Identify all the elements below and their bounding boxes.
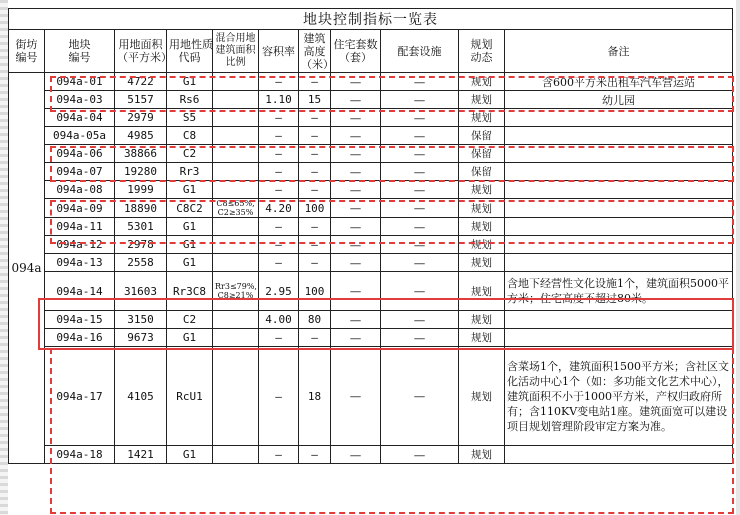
far-cell: 1.10 bbox=[259, 91, 299, 109]
mix-ratio-cell bbox=[213, 254, 259, 272]
plot-id-cell: 094a-06 bbox=[45, 145, 115, 163]
col-header-plot: 地块 编号 bbox=[45, 30, 115, 73]
height-cell: — bbox=[299, 163, 331, 181]
plot-id-cell: 094a-07 bbox=[45, 163, 115, 181]
mix-ratio-cell bbox=[213, 329, 259, 347]
table-row bbox=[9, 91, 733, 109]
facilities-cell: — bbox=[381, 236, 459, 254]
mix-ratio-cell: Rr3≤79%, C8≥21% bbox=[213, 272, 259, 311]
housing-units-cell: — bbox=[331, 347, 381, 446]
area-cell: 5301 bbox=[115, 218, 167, 236]
mix-ratio-cell bbox=[213, 127, 259, 145]
status-cell: 规划 bbox=[459, 73, 505, 91]
height-cell: — bbox=[299, 145, 331, 163]
remark-cell bbox=[505, 446, 733, 464]
col-header-area: 用地面积 （平方米） bbox=[115, 30, 167, 73]
remark-cell bbox=[505, 311, 733, 329]
remark-cell bbox=[505, 109, 733, 127]
facilities-cell: — bbox=[381, 145, 459, 163]
remark-cell: 含菜场1个，建筑面积1500平方米；含社区文化活动中心1个（如：多功能文化艺术中心），建筑面积不小于1000平方米，产权归政府所有；含110KV变电站1座。建筑面宽可以建设项目规划管理阶段审定方案为准。 bbox=[505, 347, 733, 446]
status-cell: 规划 bbox=[459, 91, 505, 109]
remark-cell bbox=[505, 254, 733, 272]
land-use-code-cell: C8 bbox=[167, 127, 213, 145]
land-use-code-cell: S5 bbox=[167, 109, 213, 127]
height-cell: — bbox=[299, 236, 331, 254]
mix-ratio-cell bbox=[213, 73, 259, 91]
land-use-code-cell: C2 bbox=[167, 145, 213, 163]
facilities-cell: — bbox=[381, 73, 459, 91]
scan-edge-left bbox=[0, 0, 8, 515]
land-use-code-cell: RcU1 bbox=[167, 347, 213, 446]
remark-cell bbox=[505, 236, 733, 254]
status-cell: 规划 bbox=[459, 347, 505, 446]
table-row bbox=[9, 218, 733, 236]
facilities-cell: — bbox=[381, 311, 459, 329]
plot-id-cell: 094a-04 bbox=[45, 109, 115, 127]
housing-units-cell: — bbox=[331, 329, 381, 347]
remark-cell: 含600平方米出租车汽车营运站 bbox=[505, 73, 733, 91]
status-cell: 规划 bbox=[459, 236, 505, 254]
area-cell: 4985 bbox=[115, 127, 167, 145]
facilities-cell: — bbox=[381, 163, 459, 181]
far-cell: — bbox=[259, 145, 299, 163]
table-row bbox=[9, 109, 733, 127]
remark-cell: 幼儿园 bbox=[505, 91, 733, 109]
land-use-code-cell: G1 bbox=[167, 329, 213, 347]
area-cell: 1999 bbox=[115, 181, 167, 199]
height-cell: — bbox=[299, 73, 331, 91]
housing-units-cell: — bbox=[331, 236, 381, 254]
housing-units-cell: — bbox=[331, 199, 381, 218]
area-cell: 18890 bbox=[115, 199, 167, 218]
table-row bbox=[9, 163, 733, 181]
height-cell: — bbox=[299, 446, 331, 464]
facilities-cell: — bbox=[381, 329, 459, 347]
land-use-code-cell: G1 bbox=[167, 446, 213, 464]
col-header-district: 街坊 编号 bbox=[9, 30, 45, 73]
area-cell: 2979 bbox=[115, 109, 167, 127]
plot-id-cell: 094a-03 bbox=[45, 91, 115, 109]
mix-ratio-cell bbox=[213, 145, 259, 163]
mix-ratio-cell bbox=[213, 347, 259, 446]
remark-cell: 含地下经营性文化设施1个，建筑面积5000平方米；住宅高度不超过80米。 bbox=[505, 272, 733, 311]
far-cell: — bbox=[259, 73, 299, 91]
area-cell: 3150 bbox=[115, 311, 167, 329]
area-cell: 4105 bbox=[115, 347, 167, 446]
status-cell: 规划 bbox=[459, 254, 505, 272]
col-header-facilities: 配套设施 bbox=[381, 30, 459, 73]
housing-units-cell: — bbox=[331, 91, 381, 109]
mix-ratio-cell: C8≤65%, C2≥35% bbox=[213, 199, 259, 218]
header-row bbox=[9, 30, 733, 73]
housing-units-cell: — bbox=[331, 254, 381, 272]
plot-id-cell: 094a-17 bbox=[45, 347, 115, 446]
land-use-code-cell: C8C2 bbox=[167, 199, 213, 218]
housing-units-cell: — bbox=[331, 145, 381, 163]
col-header-status: 规划 动态 bbox=[459, 30, 505, 73]
mix-ratio-cell bbox=[213, 91, 259, 109]
housing-units-cell: — bbox=[331, 163, 381, 181]
col-header-remark: 备注 bbox=[505, 30, 733, 73]
table-row bbox=[9, 347, 733, 446]
facilities-cell: — bbox=[381, 127, 459, 145]
status-cell: 规划 bbox=[459, 199, 505, 218]
height-cell: 100 bbox=[299, 272, 331, 311]
remark-cell bbox=[505, 181, 733, 199]
plot-control-table bbox=[8, 8, 733, 464]
far-cell: 4.00 bbox=[259, 311, 299, 329]
mix-ratio-cell bbox=[213, 218, 259, 236]
status-cell: 保留 bbox=[459, 163, 505, 181]
facilities-cell: — bbox=[381, 347, 459, 446]
status-cell: 规划 bbox=[459, 218, 505, 236]
table-title: 地块控制指标一览表 bbox=[9, 9, 733, 30]
table-row bbox=[9, 127, 733, 145]
table-row bbox=[9, 272, 733, 311]
status-cell: 规划 bbox=[459, 446, 505, 464]
remark-cell bbox=[505, 145, 733, 163]
far-cell: — bbox=[259, 181, 299, 199]
housing-units-cell: — bbox=[331, 73, 381, 91]
col-header-code: 用地性质 代码 bbox=[167, 30, 213, 73]
land-use-code-cell: Rr3 bbox=[167, 163, 213, 181]
area-cell: 5157 bbox=[115, 91, 167, 109]
plot-id-cell: 094a-01 bbox=[45, 73, 115, 91]
mix-ratio-cell bbox=[213, 311, 259, 329]
area-cell: 2558 bbox=[115, 254, 167, 272]
height-cell: 80 bbox=[299, 311, 331, 329]
facilities-cell: — bbox=[381, 446, 459, 464]
facilities-cell: — bbox=[381, 181, 459, 199]
remark-cell bbox=[505, 199, 733, 218]
table-row bbox=[9, 236, 733, 254]
housing-units-cell: — bbox=[331, 181, 381, 199]
height-cell: 100 bbox=[299, 199, 331, 218]
remark-cell bbox=[505, 163, 733, 181]
status-cell: 保留 bbox=[459, 145, 505, 163]
facilities-cell: — bbox=[381, 199, 459, 218]
far-cell: — bbox=[259, 163, 299, 181]
land-use-code-cell: G1 bbox=[167, 218, 213, 236]
land-use-code-cell: G1 bbox=[167, 254, 213, 272]
plot-id-cell: 094a-12 bbox=[45, 236, 115, 254]
height-cell: — bbox=[299, 109, 331, 127]
facilities-cell: — bbox=[381, 218, 459, 236]
height-cell: — bbox=[299, 218, 331, 236]
far-cell: 4.20 bbox=[259, 199, 299, 218]
facilities-cell: — bbox=[381, 272, 459, 311]
area-cell: 9673 bbox=[115, 329, 167, 347]
table-body bbox=[9, 73, 733, 464]
area-cell: 2978 bbox=[115, 236, 167, 254]
land-use-code-cell: Rr3C8 bbox=[167, 272, 213, 311]
table-row bbox=[9, 446, 733, 464]
col-header-height: 建筑 高度 （米） bbox=[299, 30, 331, 73]
table-row bbox=[9, 254, 733, 272]
height-cell: 18 bbox=[299, 347, 331, 446]
remark-cell bbox=[505, 218, 733, 236]
remark-cell bbox=[505, 329, 733, 347]
land-use-code-cell: G1 bbox=[167, 181, 213, 199]
table-row bbox=[9, 181, 733, 199]
status-cell: 保留 bbox=[459, 127, 505, 145]
mix-ratio-cell bbox=[213, 181, 259, 199]
table-row bbox=[9, 311, 733, 329]
plot-id-cell: 094a-11 bbox=[45, 218, 115, 236]
housing-units-cell: — bbox=[331, 218, 381, 236]
col-header-units: 住宅套数 （套） bbox=[331, 30, 381, 73]
status-cell: 规划 bbox=[459, 311, 505, 329]
housing-units-cell: — bbox=[331, 272, 381, 311]
mix-ratio-cell bbox=[213, 236, 259, 254]
plot-id-cell: 094a-09 bbox=[45, 199, 115, 218]
remark-cell bbox=[505, 127, 733, 145]
facilities-cell: — bbox=[381, 254, 459, 272]
housing-units-cell: — bbox=[331, 446, 381, 464]
col-header-mix: 混合用地 建筑面积 比例 bbox=[213, 30, 259, 73]
height-cell: 15 bbox=[299, 91, 331, 109]
land-use-code-cell: G1 bbox=[167, 236, 213, 254]
table-row bbox=[9, 329, 733, 347]
height-cell: — bbox=[299, 329, 331, 347]
height-cell: — bbox=[299, 127, 331, 145]
facilities-cell: — bbox=[381, 109, 459, 127]
height-cell: — bbox=[299, 181, 331, 199]
scan-edge-right bbox=[736, 0, 740, 515]
far-cell: — bbox=[259, 347, 299, 446]
area-cell: 38866 bbox=[115, 145, 167, 163]
far-cell: — bbox=[259, 236, 299, 254]
land-use-code-cell: C2 bbox=[167, 311, 213, 329]
far-cell: — bbox=[259, 218, 299, 236]
housing-units-cell: — bbox=[331, 109, 381, 127]
plot-id-cell: 094a-14 bbox=[45, 272, 115, 311]
height-cell: — bbox=[299, 254, 331, 272]
facilities-cell: — bbox=[381, 91, 459, 109]
plot-id-cell: 094a-15 bbox=[45, 311, 115, 329]
table-row bbox=[9, 73, 733, 91]
table-row bbox=[9, 199, 733, 218]
far-cell: — bbox=[259, 109, 299, 127]
land-use-code-cell: Rs6 bbox=[167, 91, 213, 109]
far-cell: 2.95 bbox=[259, 272, 299, 311]
plot-id-cell: 094a-08 bbox=[45, 181, 115, 199]
far-cell: — bbox=[259, 329, 299, 347]
far-cell: — bbox=[259, 446, 299, 464]
area-cell: 1421 bbox=[115, 446, 167, 464]
status-cell: 规划 bbox=[459, 272, 505, 311]
status-cell: 规划 bbox=[459, 181, 505, 199]
area-cell: 19280 bbox=[115, 163, 167, 181]
housing-units-cell: — bbox=[331, 311, 381, 329]
mix-ratio-cell bbox=[213, 446, 259, 464]
status-cell: 规划 bbox=[459, 329, 505, 347]
col-header-far: 容积率 bbox=[259, 30, 299, 73]
housing-units-cell: — bbox=[331, 127, 381, 145]
area-cell: 31603 bbox=[115, 272, 167, 311]
plot-id-cell: 094a-05a bbox=[45, 127, 115, 145]
area-cell: 4722 bbox=[115, 73, 167, 91]
mix-ratio-cell bbox=[213, 163, 259, 181]
table-row bbox=[9, 145, 733, 163]
plot-id-cell: 094a-16 bbox=[45, 329, 115, 347]
plot-id-cell: 094a-13 bbox=[45, 254, 115, 272]
far-cell: — bbox=[259, 127, 299, 145]
plot-id-cell: 094a-18 bbox=[45, 446, 115, 464]
mix-ratio-cell bbox=[213, 109, 259, 127]
status-cell: 规划 bbox=[459, 109, 505, 127]
land-use-code-cell: G1 bbox=[167, 73, 213, 91]
far-cell: — bbox=[259, 254, 299, 272]
district-cell: 094a bbox=[9, 73, 45, 464]
